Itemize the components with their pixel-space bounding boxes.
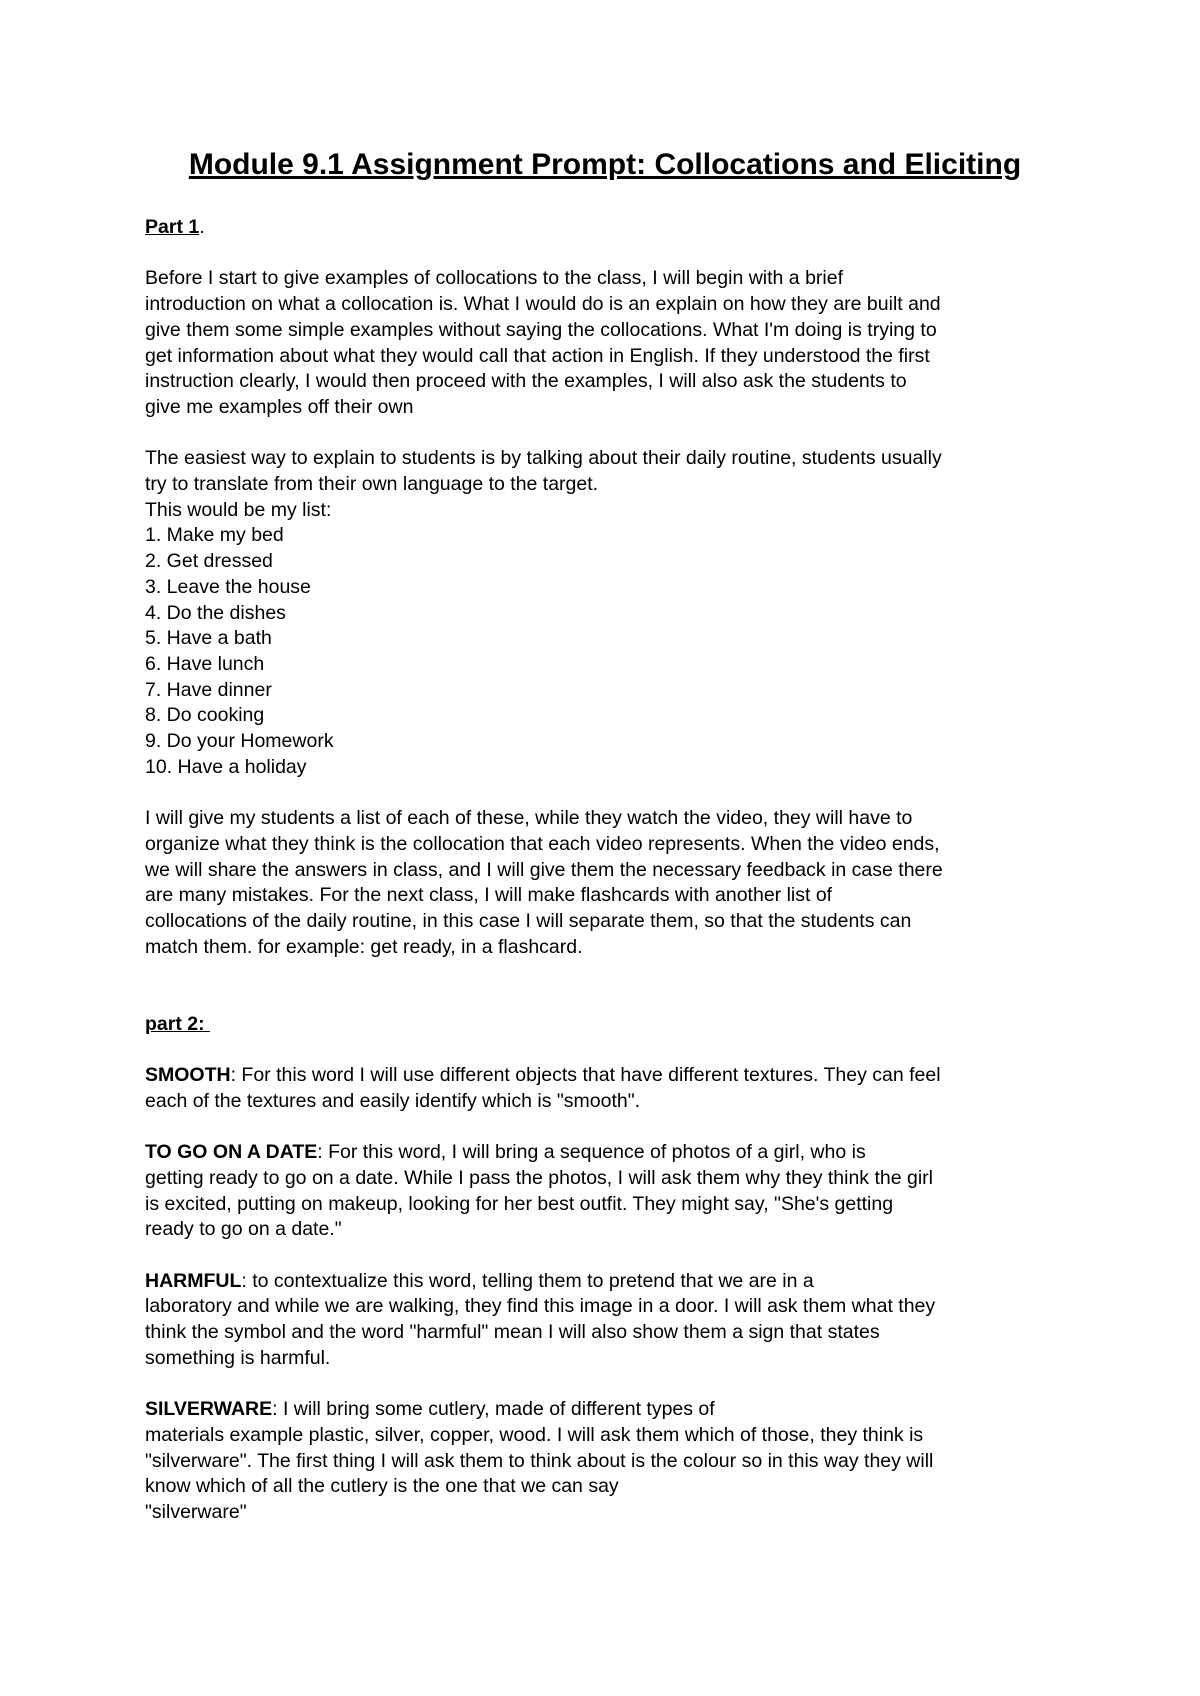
part1-paragraph-intro xyxy=(145,266,1065,420)
text-line: we will share the answers in class, and I will give them the necessary feedback in case there xyxy=(145,858,943,881)
entry-text: : For this word, I will bring a sequence of photos of a girl, who is xyxy=(317,1141,866,1164)
text-line: something is harmful. xyxy=(145,1346,331,1369)
list-item: 8. Do cooking xyxy=(145,704,265,727)
text-line xyxy=(145,1269,1065,1295)
list-item: 7. Have dinner xyxy=(145,678,272,701)
list-item: 5. Have a bath xyxy=(145,627,272,650)
text-line: are many mistakes. For the next class, I will make flashcards with another list of xyxy=(145,884,833,907)
text-line: This would be my list: xyxy=(145,498,332,521)
entry-term: SMOOTH xyxy=(145,1064,231,1087)
text-line: is excited, putting on makeup, looking for her best outfit. They might say, "She's getting xyxy=(145,1192,894,1215)
list-item: 9. Do your Homework xyxy=(145,730,334,753)
list-item: 4. Do the dishes xyxy=(145,601,286,624)
entry-smooth xyxy=(145,1063,1065,1114)
part1-heading-suffix: . xyxy=(199,216,205,238)
text-line xyxy=(145,1140,1065,1166)
collocation-list xyxy=(145,523,1065,780)
text-line: instruction clearly, I would then proceed with the examples, I will also ask the students to xyxy=(145,370,907,393)
text-line xyxy=(145,1063,1065,1089)
entry-term: TO GO ON A DATE xyxy=(145,1141,318,1164)
text-line: organize what they think is the collocation that each video represents. When the video ends, xyxy=(145,832,940,855)
entry-to-go-on-a-date xyxy=(145,1140,1065,1243)
text-line: give me examples off their own xyxy=(145,395,414,418)
list-item: 6. Have lunch xyxy=(145,652,265,675)
part2-heading-line xyxy=(145,1012,1065,1038)
text-line: match them. for example: get ready, in a flashcard. xyxy=(145,935,583,958)
text-line: each of the textures and easily identify which is "smooth". xyxy=(145,1089,641,1112)
entry-silverware xyxy=(145,1397,1065,1526)
text-line: "silverware" xyxy=(145,1501,247,1524)
part1-paragraph-activity xyxy=(145,806,1065,960)
blank-line xyxy=(145,986,1065,1012)
text-line: "silverware". The first thing I will ask them to think about is the colour so in this way they will xyxy=(145,1449,934,1472)
entry-term: SILVERWARE xyxy=(145,1398,273,1421)
document-title: Module 9.1 Assignment Prompt: Collocations and Eliciting xyxy=(188,148,1022,181)
entry-text: : I will bring some cutlery, made of different types of xyxy=(272,1398,715,1421)
list-item: 10. Have a holiday xyxy=(145,755,307,778)
text-line xyxy=(145,1397,1065,1423)
list-item: 2. Get dressed xyxy=(145,550,273,573)
text-line: think the symbol and the word "harmful" mean I will also show them a sign that states xyxy=(145,1321,880,1344)
text-line: know which of all the cutlery is the one that we can say xyxy=(145,1475,619,1498)
part1-heading: Part 1 xyxy=(145,216,200,238)
text-line: collocations of the daily routine, in this case I will separate them, so that the students can xyxy=(145,909,912,932)
text-line: getting ready to go on a date. While I pass the photos, I will ask them why they think the girl xyxy=(145,1166,934,1189)
entry-harmful xyxy=(145,1269,1065,1372)
part1-paragraph-routine xyxy=(145,446,1065,523)
document-page xyxy=(145,146,1065,1551)
text-line: Before I start to give examples of collocations to the class, I will begin with a brief xyxy=(145,267,844,290)
text-line: materials example plastic, silver, copper, wood. I will ask them which of those, they think is xyxy=(145,1423,924,1446)
text-line: introduction on what a collocation is. What I would do is an explain on how they are built and xyxy=(145,293,941,316)
entry-term: HARMFUL xyxy=(145,1269,242,1292)
entry-text: : to contextualize this word, telling them to pretend that we are in a xyxy=(241,1269,814,1292)
list-item: 1. Make my bed xyxy=(145,524,284,547)
text-line: ready to go on a date." xyxy=(145,1218,342,1241)
text-line: The easiest way to explain to students is by talking about their daily routine, students usually xyxy=(145,447,942,470)
text-line: I will give my students a list of each of these, while they watch the video, they will have to xyxy=(145,807,913,830)
text-line: laboratory and while we are walking, they find this image in a door. I will ask them what they xyxy=(145,1295,936,1318)
text-line: get information about what they would call that action in English. If they understood the first xyxy=(145,344,930,367)
list-item: 3. Leave the house xyxy=(145,575,311,598)
text-line: try to translate from their own language to the target. xyxy=(145,473,599,495)
entry-text: : For this word I will use different objects that have different textures. They can feel xyxy=(230,1064,941,1087)
part1-heading-line xyxy=(145,215,1065,241)
part2-heading: part 2: xyxy=(145,1012,211,1035)
text-line: give them some simple examples without saying the collocations. What I'm doing is trying to xyxy=(145,318,937,341)
